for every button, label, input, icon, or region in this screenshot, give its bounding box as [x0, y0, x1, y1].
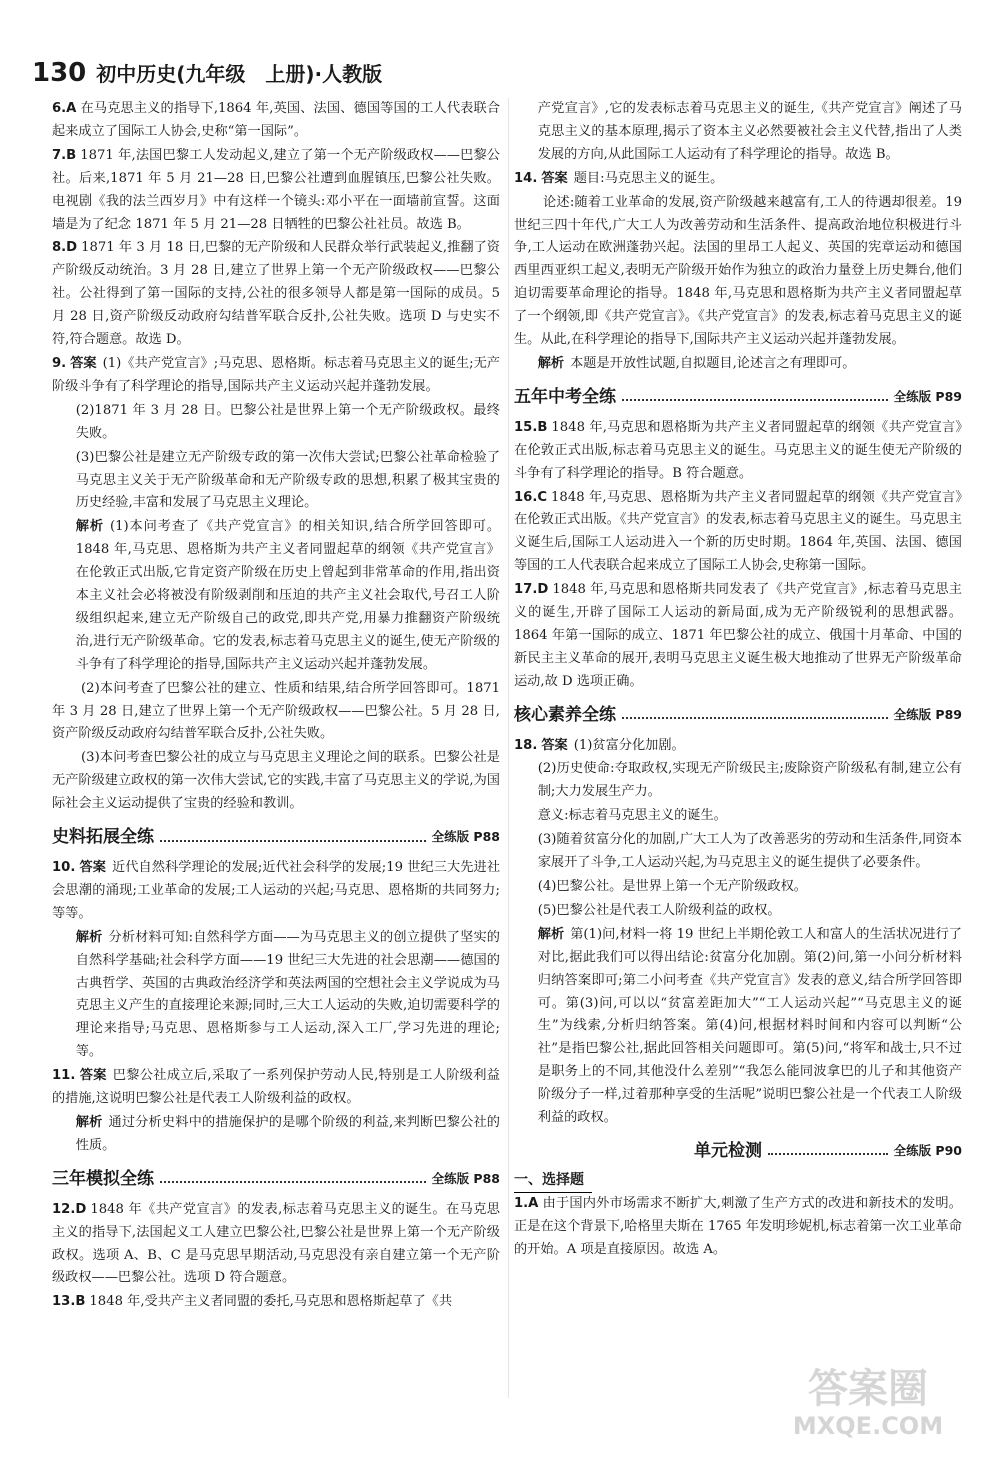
watermark-logo: [758, 1354, 978, 1444]
section-reference: 全练版 P88: [431, 1170, 500, 1186]
unit-title: 单元检测: [694, 1140, 762, 1161]
analysis-11: [52, 1112, 500, 1158]
page-header: [32, 58, 382, 90]
section-header-core-literacy: [514, 704, 962, 727]
question-number: 12.D: [52, 1201, 87, 1217]
answer-text: (1)贫富分化加剧。: [573, 737, 685, 753]
answer-text: 1848 年,马克思和恩格斯为共产主义者同盟起草的纲领《共产党宣言》在伦敦正式出版,标志着马克思主义的诞生。马克思主义的诞生使无产阶级的斗争有了科学理论的指导。B 符合题意。: [514, 419, 962, 481]
answer-14-essay: 论述:随着工业革命的发展,资产阶级越来越富有,工人的待遇却很差。19 世纪三四十年代,广大工人为改善劳动和生活条件、提高政治地位积极进行斗争,工人运动在欧洲蓬勃兴起。法国的里昂工人起义、英国的宪章运动和德国西里西亚织工起义,表明无产阶级开始作为独立的政治力量登上历史舞台,他们迫切需要革命理论的指导。1848 年,马克思和恩格斯为共产主义者同盟起草了一个纲领,即《共产党宣言》。《共产党宣言》的发表,标志着马克思主义的诞生。从此,在科学理论的指导下,国际共产主义运动兴起并蓬勃发展。: [514, 194, 962, 348]
subsection-heading: 一、选择题: [514, 1169, 592, 1193]
watermark-text: 答案圈: [808, 1366, 928, 1412]
answer-label: 答案: [541, 737, 568, 753]
analysis-label: 解析: [537, 355, 565, 371]
question-number: 10.: [52, 860, 76, 875]
section-title: 核心素养全练: [514, 704, 616, 725]
analysis-9-part-1: [52, 516, 500, 676]
dotted-leader: [160, 1181, 426, 1183]
unit-reference: 全练版 P90: [893, 1142, 962, 1158]
analysis-label: 解析: [537, 926, 565, 942]
analysis-14: [514, 353, 962, 376]
unit-test-header: [514, 1140, 962, 1163]
answer-18-part-3: (3)随着贫富分化的加剧,广大工人为了改善恶劣的劳动和生活条件,同资本家展开了斗争,工人运动兴起,为马克思主义的诞生提供了必要条件。: [537, 832, 962, 871]
right-column: [514, 98, 962, 1263]
analysis-18: [514, 924, 962, 1130]
answer-text: 1848 年,受共产主义者同盟的委托,马克思和恩格斯起草了《共: [89, 1294, 453, 1310]
answer-7: [52, 145, 500, 237]
analysis-9-part-3: (3)本问考查巴黎公社的成立与马克思主义理论之间的联系。巴黎公社是无产阶级建立政权的第一次伟大尝试,它的实践,丰富了马克思主义的学说,为国际社会主义运动提供了宝贵的经验和教训。: [52, 750, 500, 812]
section-reference: 全练版 P89: [893, 388, 962, 404]
analysis-label: 解析: [75, 929, 103, 945]
answer-10: [52, 857, 500, 926]
answer-unit-1: [514, 1193, 962, 1262]
watermark-url: MXQE.COM: [792, 1412, 944, 1440]
question-number: 9.: [52, 355, 67, 371]
analysis-label: 解析: [75, 519, 104, 535]
dotted-leader: [160, 840, 426, 842]
answer-12: [52, 1199, 500, 1291]
answer-label: 答案: [79, 1068, 107, 1084]
question-number: 7.B: [52, 147, 77, 163]
section-reference: 全练版 P88: [431, 829, 500, 845]
analysis-10: [52, 927, 500, 1064]
answer-17: [514, 579, 962, 694]
question-number: 18.: [514, 737, 538, 753]
answer-text: 近代自然科学理论的发展;近代社会科学的发展;19 世纪三大先进社会思潮的涌现;工业革命的发展;工人运动的兴起;马克思、恩格斯的共同努力;等等。: [52, 860, 501, 921]
answer-9-part-2: (2)1871 年 3 月 28 日。巴黎公社是世界上第一个无产阶级政权。最终失败。: [75, 402, 500, 441]
section-title: 史料拓展全练: [52, 827, 154, 848]
answer-11: [52, 1065, 500, 1111]
question-number: 16.C: [514, 489, 548, 505]
analysis-text: (1)本问考查了《共产党宣言》的相关知识,结合所学回答即可。1848 年,马克思、恩格斯为共产主义者同盟起草的纲领《共产党宣言》在伦敦正式出版,它肯定资产阶级在历史上曾起到非常革命的作用,指出资本主义社会必将被没有阶级剥削和压迫的共产主义社会取代,号召工人阶级组织起来,建立无产阶级自己的政党,即共产党,用暴力推翻资产阶级统治,进行无产阶级革命。它的发表,标志着马克思主义的诞生,使无产阶级的斗争有了科学理论的指导,国际共产主义运动兴起并蓬勃发展。: [75, 519, 501, 672]
answer-6: [52, 98, 500, 144]
answer-18-part-5: (5)巴黎公社是代表工人阶级利益的政权。: [537, 902, 781, 918]
left-column: [52, 98, 500, 1315]
question-number: 15.B: [514, 419, 548, 435]
dotted-leader: [622, 717, 888, 719]
section-header-five-year-exam: [514, 386, 962, 409]
answer-8: [52, 237, 500, 352]
section-title: 三年模拟全练: [52, 1168, 154, 1189]
answer-9-part-3: (3)巴黎公社是建立无产阶级专政的第一次伟大尝试;巴黎公社革命检验了马克思主义关于无产阶级革命和无产阶级专政的思想,积累了极其宝贵的历史经验,丰富和发展了马克思主义理论。: [75, 449, 500, 511]
answer-text: 1848 年,马克思、恩格斯为共产主义者同盟起草的纲领《共产党宣言》在伦敦正式出版。《共产党宣言》的发表,标志着马克思主义的诞生。马克思主义诞生后,国际工人运动进入一个新的历史时期。1864 年,英国、法国、德国等国的工人代表联合起来成立了国际工人协会,史称第一国际。: [514, 489, 962, 574]
dotted-leader: [622, 399, 888, 401]
answer-18: [514, 735, 962, 758]
answer-16: [514, 487, 962, 579]
answer-18-part-4: (4)巴黎公社。是世界上第一个无产阶级政权。: [537, 879, 807, 894]
analysis-text: 第(1)问,材料一将 19 世纪上半期伦敦工人和富人的生活状况进行了对比,据此我们可以得出结论:贫富分化加剧。第(2)问,第一小问分析材料归纳答案即可;第二小问考查《共产党宣言》发表的意义,结合所学回答即可。第(3)问,可以以“贫富差距加大”“工人运动兴起”“马克思主义的诞生”为线索,分析归纳答案。第(4)问,根据材料时间和内容可以判断“公社”是指巴黎公社,据此回答相关问题即可。第(5)问,“将军和战士,只不过是职务上的不同,其他没什么差别”“我怎么能同波拿巴的儿子和其他资产阶级分子一样,过着那种享受的生活呢”说明巴黎公社是一个代表工人阶级利益的政权。: [537, 926, 962, 1126]
answer-text: 在马克思主义的指导下,1864 年,英国、法国、德国等国的工人代表联合起来成立了国际工人协会,史称“第一国际”。: [52, 101, 500, 139]
answer-text: 巴黎公社成立后,采取了一系列保护劳动人民,特别是工人阶级利益的措施,这说明巴黎公社是代表工人阶级利益的政权。: [52, 1068, 500, 1107]
answer-18-part-2-significance: 意义:标志着马克思主义的诞生。: [537, 808, 727, 824]
question-number: 13.B: [52, 1294, 86, 1310]
answer-15: [514, 417, 962, 486]
answer-label: 答案: [70, 355, 97, 371]
section-header-historical-material: [52, 826, 500, 849]
section-header-three-year-mock: [52, 1168, 500, 1191]
question-number: 8.D: [52, 240, 78, 256]
answer-text: (1)《共产党宣言》;马克思、恩格斯。标志着马克思主义的诞生;无产阶级斗争有了科学理论的指导,国际共产主义运动兴起并蓬勃发展。: [52, 355, 500, 394]
analysis-text: 分析材料可知:自然科学方面——为马克思主义的创立提供了坚实的自然科学基础;社会科学方面——19 世纪三大先进的社会思潮——德国的古典哲学、英国的古典政治经济学和英法两国的空想社会主义学说成为马克思主义产生的直接理论来源;同时,三大工人运动的失败,迫切需要科学的理论来指导;马克思、恩格斯参与工人运动,深入工厂,学习先进的理论;等。: [75, 929, 500, 1060]
analysis-text: 通过分析史料中的措施保护的是哪个阶级的利益,来判断巴黎公社的性质。: [75, 1114, 500, 1153]
answer-label: 答案: [79, 860, 106, 875]
answer-text: 1848 年,马克思和恩格斯共同发表了《共产党宣言》,标志着马克思主义的诞生,开辟了国际工人运动的新局面,成为无产阶级锐利的思想武器。1864 年第一国际的成立、1871 年巴黎公社的成立、俄国十月革命、中国的新民主主义革命的展开,表明马克思主义诞生极大地推动了世界无产阶级革命运动,故 D 选项正确。: [514, 582, 962, 689]
answer-text: 1871 年,法国巴黎工人发动起义,建立了第一个无产阶级政权——巴黎公社。后来,1871 年 5 月 21—28 日,巴黎公社遭到血腥镇压,巴黎公社失败。电视剧《我的法兰西岁月》中有这样一个镜头:邓小平在一面墙前宣誓。这面墙是为了纪念 1871 年 5 月 21—28 日牺牲的巴黎公社社员。故选 B。: [52, 147, 500, 232]
analysis-text: 本题是开放性试题,自拟题目,论述言之有理即可。: [570, 355, 856, 371]
question-number: 11.: [52, 1068, 76, 1084]
column-divider: [508, 98, 509, 1398]
section-title: 五年中考全练: [514, 386, 616, 407]
answer-text: 1871 年 3 月 18 日,巴黎的无产阶级和人民群众举行武装起义,推翻了资产阶级反动统治。3 月 28 日,建立了世界上第一个无产阶级政权——巴黎公社。公社得到了第一国际的支持,公社的很多领导人都是第一国际的成员。5 月 28 日,资产阶级反动政府勾结普军联合反扑,公社失败。选项 D 与史实不符,符合题意。故选 D。: [52, 240, 500, 348]
answer-14: [514, 168, 962, 191]
section-reference: 全练版 P89: [893, 706, 962, 722]
answer-9: [52, 353, 500, 399]
question-number: 1.A: [514, 1195, 539, 1211]
question-number: 14.: [514, 170, 538, 186]
answer-text: 由于国内外市场需求不断扩大,刺激了生产方式的改进和新技术的发明。正是在这个背景下,哈格里夫斯在 1765 年发明珍妮机,标志着第一次工业革命的开始。A 项是直接原因。故选 A。: [514, 1195, 962, 1257]
answer-13: [52, 1291, 500, 1314]
page-number: 130: [32, 58, 87, 88]
question-number: 6.A: [52, 101, 77, 116]
answer-text: 1848 年《共产党宣言》的发表,标志着马克思主义的诞生。在马克思主义的指导下,法国起义工人建立巴黎公社,巴黎公社是世界上第一个无产阶级政权。选项 A、B、C 是马克思早期活动,马克思没有亲自建立第一个无产阶级政权——巴黎公社。选项 D 符合题意。: [52, 1201, 500, 1286]
answer-label: 答案: [541, 170, 568, 186]
answer-13-continued: 产党宣言》,它的发表标志着马克思主义的诞生,《共产党宣言》阐述了马克思主义的基本原理,揭示了资本主义必然要被社会主义代替,指出了人类发展的方向,从此国际工人运动有了科学理论的指导。故选 B。: [537, 101, 962, 162]
book-title: 初中历史(九年级 上册)·人教版: [96, 62, 383, 86]
question-number: 17.D: [514, 582, 549, 598]
answer-18-part-2: (2)历史使命:夺取政权,实现无产阶级民主;废除资产阶级私有制,建立公有制;大力发展生产力。: [537, 761, 962, 800]
analysis-9-part-2: (2)本问考查了巴黎公社的建立、性质和结果,结合所学回答即可。1871 年 3 月 28 日,建立了世界上第一个无产阶级政权——巴黎公社。5 月 28 日,资产阶级反动政府勾结普军联合反扑,公社失败。: [52, 680, 500, 742]
analysis-label: 解析: [75, 1114, 103, 1130]
answer-text: 题目:马克思主义的诞生。: [573, 170, 724, 186]
dotted-leader: [768, 1153, 888, 1155]
